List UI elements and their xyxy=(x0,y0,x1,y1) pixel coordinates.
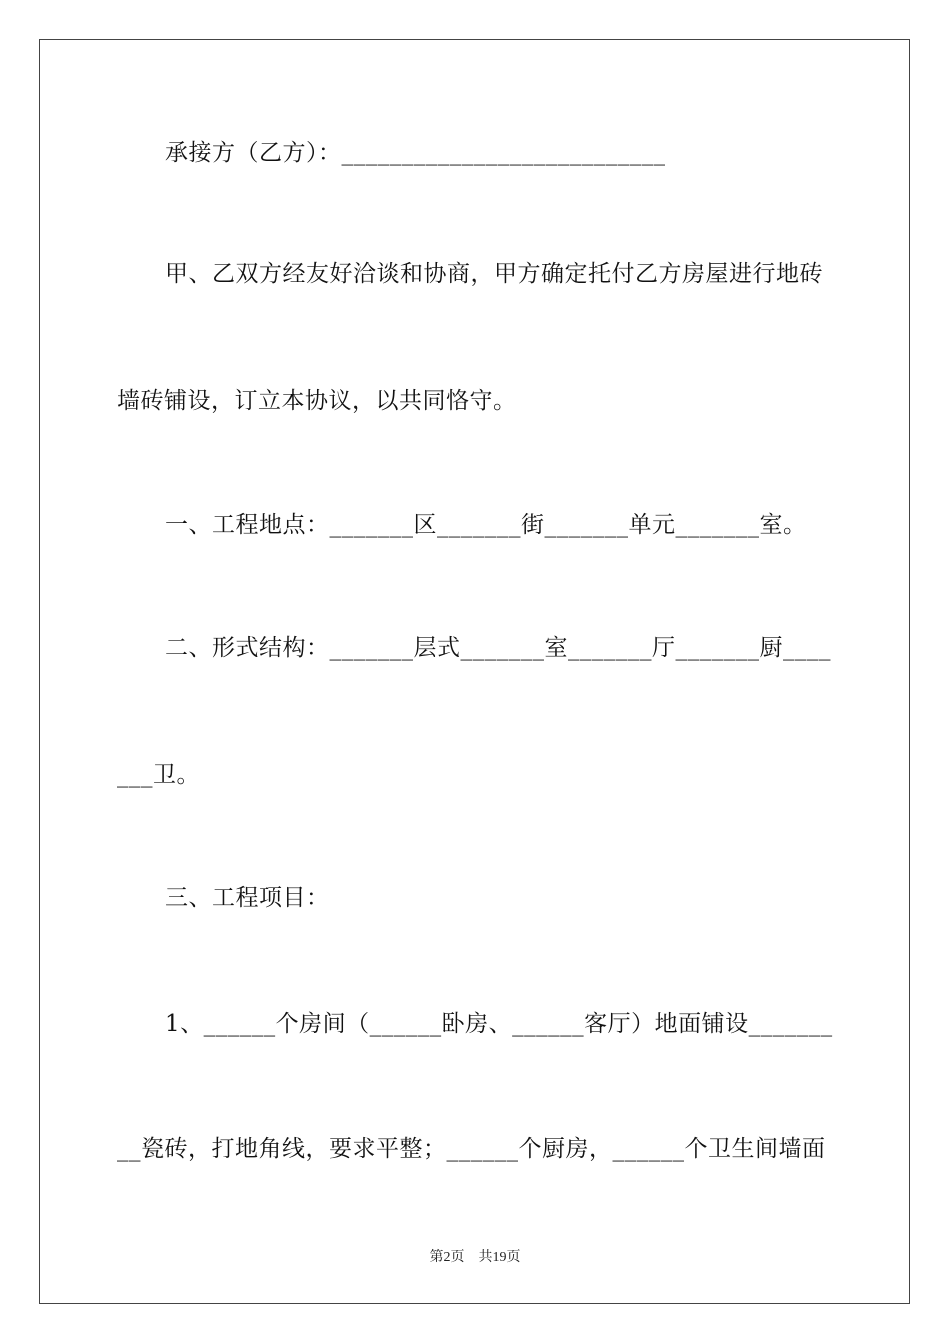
structure-type-line-1: 二、形式结构：_______层式_______室_______厅_______厨____ xyxy=(165,635,831,661)
agreement-intro-line-2: 墙砖铺设，订立本协议，以共同恪守。 xyxy=(117,388,517,414)
project-items-heading: 三、工程项目： xyxy=(165,885,330,911)
contractor-party-b-line: 承接方（乙方）：___________________________ xyxy=(165,140,666,166)
agreement-intro-line-1: 甲、乙双方经友好洽谈和协商，甲方确定托付乙方房屋进行地砖 xyxy=(165,261,823,287)
page-border xyxy=(39,39,910,1304)
structure-type-line-2: ___卫。 xyxy=(117,762,200,788)
project-item-1-line-1: 1、______个房间（______卧房、______客厅）地面铺设_______ xyxy=(165,1011,833,1037)
page-number-footer: 第2页 共19页 xyxy=(429,1250,521,1265)
project-location-line: 一、工程地点：_______区_______街_______单元_______室。 xyxy=(165,512,807,538)
project-item-1-line-2: __瓷砖，打地角线，要求平整；______个厨房，______个卫生间墙面 xyxy=(117,1136,826,1162)
